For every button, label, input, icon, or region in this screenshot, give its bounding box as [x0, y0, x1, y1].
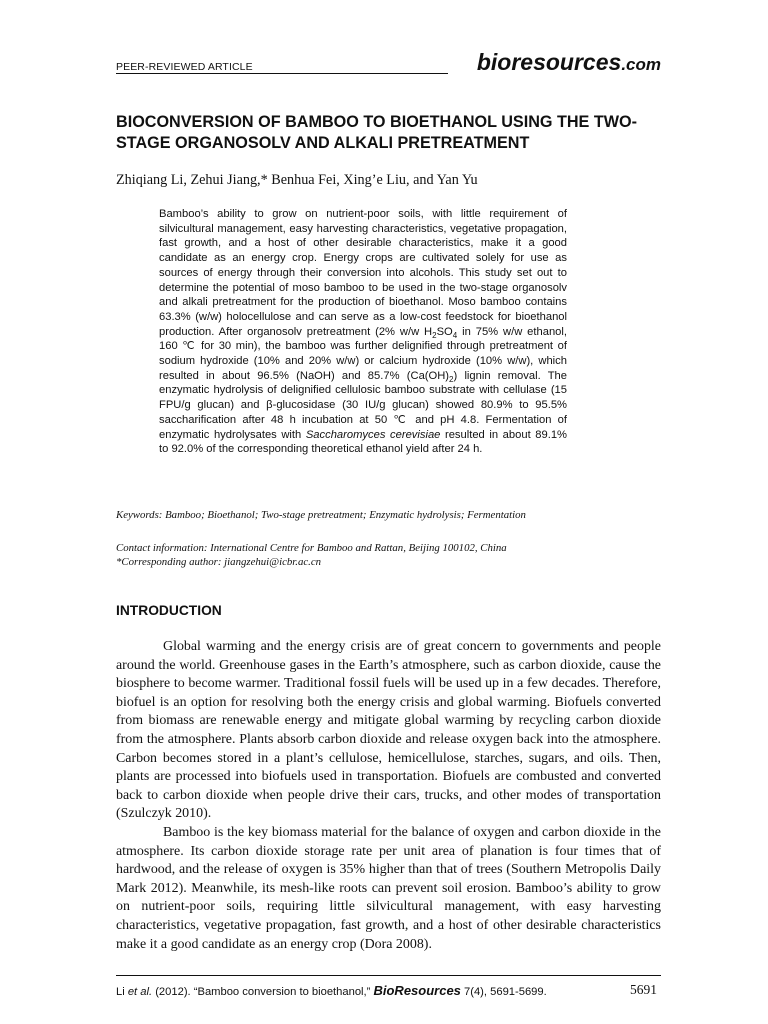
introduction-body	[116, 638, 661, 954]
article-type-label: PEER-REVIEWED ARTICLE	[116, 61, 253, 73]
body-paragraph: Global warming and the energy crisis are of great concern to governments and people around the world. Greenhouse gases in the Earth’s atmosphere, such as carbon dioxide, cause the biosphere to become warmer. Traditional fossil fuels will be used up in a few decades. Therefore, biofuel is an option for resolving both the energy crisis and global warming. Biofuels converted from biomass are renewable energy and mitigate global warming by recycling carbon dioxide from the atmosphere. Plants absorb carbon dioxide and release oxygen back into the atmosphere. Carbon becomes stored in a plant’s cellulose, hemicellulose, starches, sugars, and oils. Then, plants are processed into biofuels used in transportation. Biofuels are combusted and converted back to carbon dioxide when people drive their cars, trucks, and other modes of transportation (Szulczyk 2010).	[116, 639, 661, 822]
subscript: 4	[452, 330, 458, 340]
affiliation-line: Contact information: International Centre for Bamboo and Rattan, Beijing 100102, China	[116, 542, 507, 554]
author-list: Zhiqiang Li, Zehui Jiang,* Benhua Fei, Xing’e Liu, and Yan Yu	[116, 172, 478, 188]
species-name: Saccharomyces cerevisiae	[305, 428, 441, 441]
section-heading-introduction: INTRODUCTION	[116, 603, 222, 618]
journal-logo	[477, 49, 661, 76]
abstract-text: in 75% w/w ethanol, 160 ℃ for 30 min), the bamboo was further delignified through pretreatment of sodium hydroxide (10% and 20% w/w) or calcium hydroxide (10% w/w), which resulted in about 96.5% (NaOH) and 85.7% (Ca(OH)	[159, 325, 567, 382]
article-title: BIOCONVERSION OF BAMBOO TO BIOETHANOL USING THE TWO-STAGE ORGANOSOLV AND ALKALI PRETREATMENT	[116, 113, 638, 152]
abstract-text: SO	[436, 325, 453, 338]
citation	[116, 983, 547, 998]
citation-title: (2012). “Bamboo conversion to bioethanol,”	[152, 986, 374, 998]
abstract-text: Bamboo’s ability to grow on nutrient-poor soils, with little requirement of silvicultural management, easy harvesting characteristics, vegetative propagation, fast growth, and a host of other desirable characteristics, make it a good candidate as an energy crop. Energy crops are cultivated solely for use as sources of energy through their conversion into alcohols. This study set out to determine the potential of moso bamboo to be used in the two-stage organosolv and alkali pretreatment for the production of bioethanol. Moso bamboo contains 63.3% (w/w) holocellulose and can serve as a low-cost feedstock for bioethanol production. After organosolv pretreatment (2% w/w H	[159, 208, 567, 338]
citation-volume: 7(4), 5691-5699.	[460, 986, 547, 998]
abstract-text: ) lignin removal. The enzymatic hydrolysis of delignified cellulosic bamboo substrate with cellulase (15 FPU/g glucan) and β-glucosidase (30 IU/g glucan) showed 80.9% to 95.5% saccharification after 48 h incubation at 50 ℃ and pH 4.8. Fermentation of enzymatic hydrolysates with	[159, 369, 567, 441]
header-rule	[116, 73, 448, 74]
contact-information	[116, 541, 661, 569]
corresponding-author-line: *Corresponding author: jiangzehui@icbr.ac.cn	[116, 556, 322, 568]
page-header	[116, 47, 661, 77]
citation-et-al: et al.	[127, 986, 153, 998]
page-number: 5691	[630, 982, 657, 997]
journal-logo-suffix: .com	[621, 55, 661, 74]
journal-logo-name: bioresources	[476, 49, 622, 75]
page-footer	[116, 979, 661, 1003]
subscript: 2	[449, 374, 454, 384]
abstract-text: resulted in about 89.1% to 92.0% of the corresponding theoretical ethanol yield after 24 h.	[159, 428, 567, 456]
citation-author: Li	[116, 986, 128, 998]
citation-journal: BioResources	[373, 983, 461, 998]
body-paragraph: Bamboo is the key biomass material for the balance of oxygen and carbon dioxide in the atmosphere. Its carbon dioxide storage rate per unit area of planation is four times that of hardwood, and the release of oxygen is 35% higher than that of trees (Southern Metropolis Daily Mark 2012). Meanwhile, its mesh-like roots can prevent soil erosion. Bamboo’s ability to grow on nutrient-poor soils, requiring little silvicultural management, with easy harvesting characteristics, vegetative propagation, fast growth, and a host of other desirable characteristics make it a good candidate as an energy crop (Dora 2008).	[116, 824, 661, 952]
abstract	[159, 207, 567, 457]
footer-rule	[116, 975, 661, 976]
subscript: 2	[432, 330, 437, 340]
keywords: Keywords: Bamboo; Bioethanol; Two-stage pretreatment; Enzymatic hydrolysis; Fermentation	[116, 509, 526, 521]
